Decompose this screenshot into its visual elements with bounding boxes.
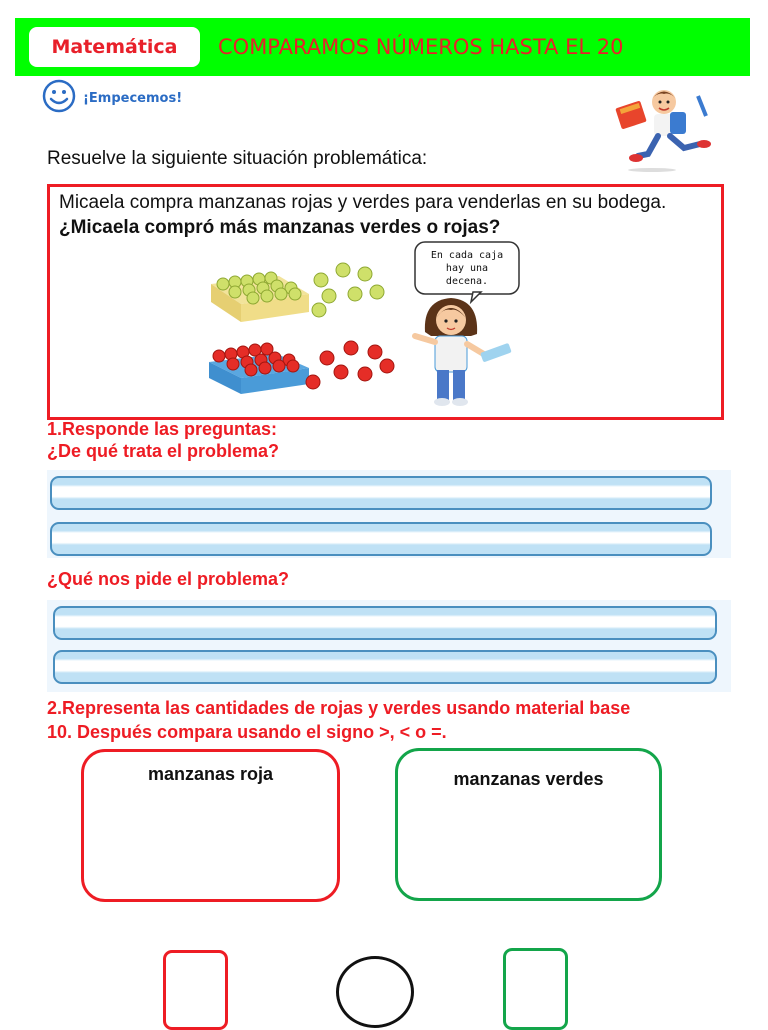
question-what-is-problem-about: ¿De qué trata el problema? [47, 441, 280, 461]
red-apples-label: manzanas roja [147, 764, 274, 784]
apple-crates-illustration [205, 250, 415, 400]
section-2-line-1: 2.Representa las cantidades de rojas y verdes usando material base [47, 698, 631, 718]
answer-line[interactable] [53, 650, 717, 684]
start-label: ¡Empecemos! [83, 91, 183, 106]
smiley-icon [42, 79, 76, 113]
subject-label: Matemática [51, 36, 178, 58]
boy-with-books-illustration [612, 82, 720, 172]
answer-lines-group-2 [47, 600, 731, 692]
answer-lines-group-1 [47, 470, 731, 558]
green-apples-label: manzanas verdes [453, 769, 604, 789]
answer-line[interactable] [53, 606, 717, 640]
comparison-sign-circle[interactable] [336, 956, 414, 1028]
speech-bubble-line-2: hay una [445, 263, 489, 274]
speech-bubble-line-1: En cada caja [430, 250, 504, 261]
problem-text [59, 190, 709, 240]
problem-statement: Micaela compra manzanas rojas y verdes para venderlas en su bodega. [59, 192, 667, 213]
answer-line[interactable] [50, 476, 712, 510]
girl-with-speech-bubble-illustration [395, 240, 525, 410]
page-title: COMPARAMOS NÚMEROS HASTA EL 20 [218, 35, 624, 59]
section-2-instruction [47, 696, 747, 744]
problem-question: ¿Micaela compró más manzanas verdes o rojas? [59, 217, 501, 238]
section-2-line-2: 10. Después compara usando el signo >, < o =. [47, 722, 447, 742]
question-what-does-problem-ask: ¿Qué nos pide el problema? [47, 569, 290, 589]
instruction-text: Resuelve la siguiente situación problemática: [47, 148, 428, 169]
green-count-box[interactable] [503, 948, 568, 1030]
answer-line[interactable] [50, 522, 712, 556]
red-count-box[interactable] [163, 950, 228, 1030]
section-1-heading: 1.Responde las preguntas: [47, 419, 278, 439]
speech-bubble-line-3: decena. [445, 276, 489, 287]
